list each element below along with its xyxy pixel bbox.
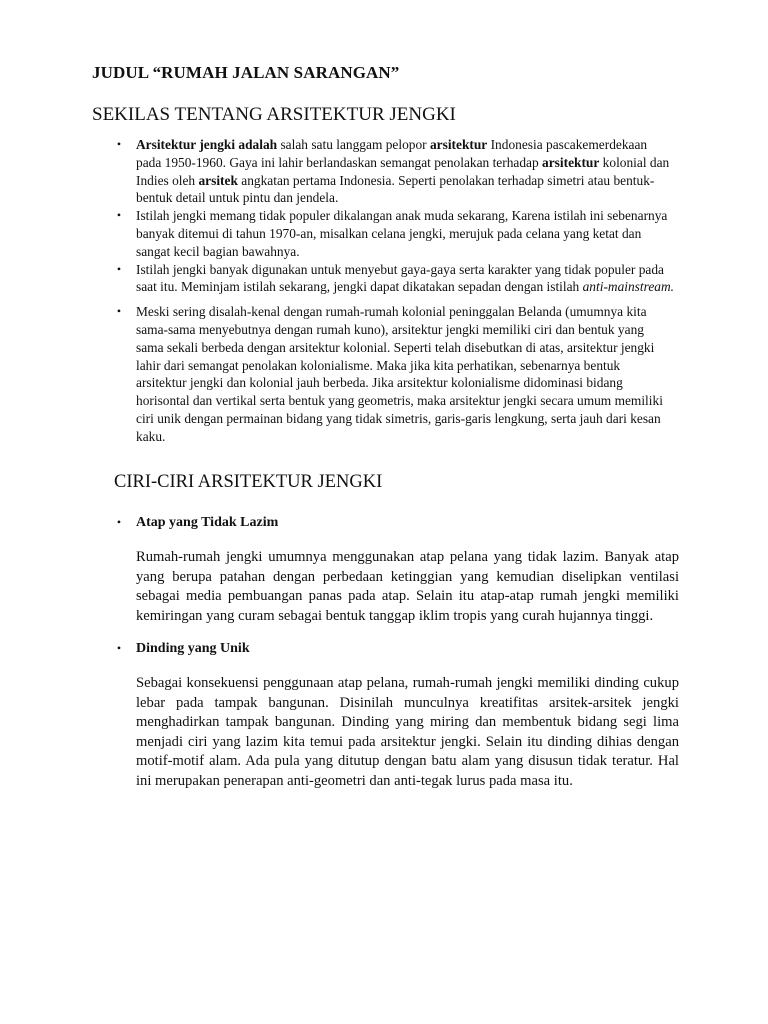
document-title: JUDUL “RUMAH JALAN SARANGAN” (92, 63, 400, 82)
bullet-icon: • (116, 515, 122, 529)
italic-term: anti-mainstream. (582, 279, 674, 295)
feature-section-atap (114, 515, 679, 626)
section-heading-sekilas: SEKILAS TENTANG ARSITEKTUR JENGKI (92, 104, 456, 125)
list-item-text (136, 137, 669, 205)
section-heading-ciri-ciri: CIRI-CIRI ARSITEKTUR JENGKI (114, 472, 383, 492)
text-run: kolonial dan Indies oleh (136, 154, 670, 188)
list-item (114, 207, 674, 260)
feature-heading (114, 515, 679, 535)
bold-term: arsitektur (429, 137, 488, 152)
text-run: angkatan pertama Indonesia. Seperti penolakan terhadap simetri atau bentuk-bentuk detail untuk pintu dan jendela. (136, 172, 655, 206)
list-item (114, 136, 674, 207)
feature-section-dinding (114, 641, 679, 792)
bullet-icon: • (116, 304, 122, 319)
feature-paragraph: Rumah-rumah jengki umumnya menggunakan atap pelana yang tidak lazim. Banyak atap yang berupa patahan dengan perbedaan ketinggian yang kemudian diselipkan ventilasi sebagai media pembuangan panas pada atap. Selain itu atap-atap rumah jengki memiliki kemiringan yang curam sebagai bentuk tanggap iklim tropis yang curah hujannya tinggi. (136, 549, 679, 624)
text-run: Indonesia pascakemerdekaan pada 1950-1960. Gaya ini lahir berlandaskan semangat penolakan terhadap (136, 137, 648, 170)
text-run: Istilah jengki banyak digunakan untuk menyebut gaya-gaya serta karakter yang tidak populer pada saat itu. Meminjam istilah sekarang, jengki dapat dikatakan sepadan dengan istilah (136, 261, 665, 295)
intro-bullet-list (114, 136, 674, 446)
list-item-text: Meski sering disalah-kenal dengan rumah-rumah kolonial peninggalan Belanda (umumnya kita sama-sama menyebutnya dengan rumah kuno), arsitektur jengki memiliki ciri dan bentuk yang sama sekali berbeda dengan arsitektur kolonial. Seperti telah disebutkan di atas, arsitektur jengki lahir dari semangat penolakan kolonialisme. Maka jika kita perhatikan, sebenarnya bentuk arsitektur jengki dan kolonial jauh berbeda. Jika arsitektur kolonialisme didominasi bidang horisontal dan vertikal serta bentuk yang geometris, maka arsitektur jengki secara umum memiliki ciri unik dengan permainan bidang yang tidak simetris, garis-garis lengkung, serta jauh dari kesan kaku. (136, 304, 663, 444)
bullet-icon: • (116, 641, 122, 655)
bullet-icon: • (116, 137, 122, 151)
feature-paragraph: Sebagai konsekuensi penggunaan atap pelana, rumah-rumah jengki memiliki dinding cukup lebar pada tampak bangunan. Disinilah munculnya kreatifitas arsitek-arsitek jengki menghadirkan tampak bangunan. Dinding yang miring dan membentuk bidang segi lima menjadi ciri yang lazim kita temui pada arsitektur jengki. Selain itu dinding dihias dengan motif-motif alam. Ada pula yang ditutup dengan batu alam yang disusun tidak teratur. Hal ini merupakan penerapan anti-geometri dan anti-tegak lurus pada masa itu. (136, 675, 679, 789)
list-item (114, 261, 674, 297)
list-item-text (136, 262, 674, 295)
list-item (114, 303, 674, 445)
bold-term: arsitektur (542, 154, 600, 170)
bullet-icon: • (116, 261, 122, 276)
text-run: salah satu langgam pelopor (277, 137, 430, 152)
feature-title: Atap yang Tidak Lazim (136, 515, 279, 530)
bold-term: arsitek (198, 172, 238, 188)
feature-title: Dinding yang Unik (136, 641, 250, 656)
bullet-icon: • (116, 208, 122, 223)
bold-term: Arsitektur jengki adalah (136, 137, 278, 152)
list-item-text: Istilah jengki memang tidak populer dikalangan anak muda sekarang, Karena istilah ini sebenarnya banyak ditemui di tahun 1970-an, misalkan celana jengki, merujuk pada celana yang ketat dan sangat kecil bagian bawahnya. (136, 208, 668, 259)
feature-heading (114, 641, 679, 661)
